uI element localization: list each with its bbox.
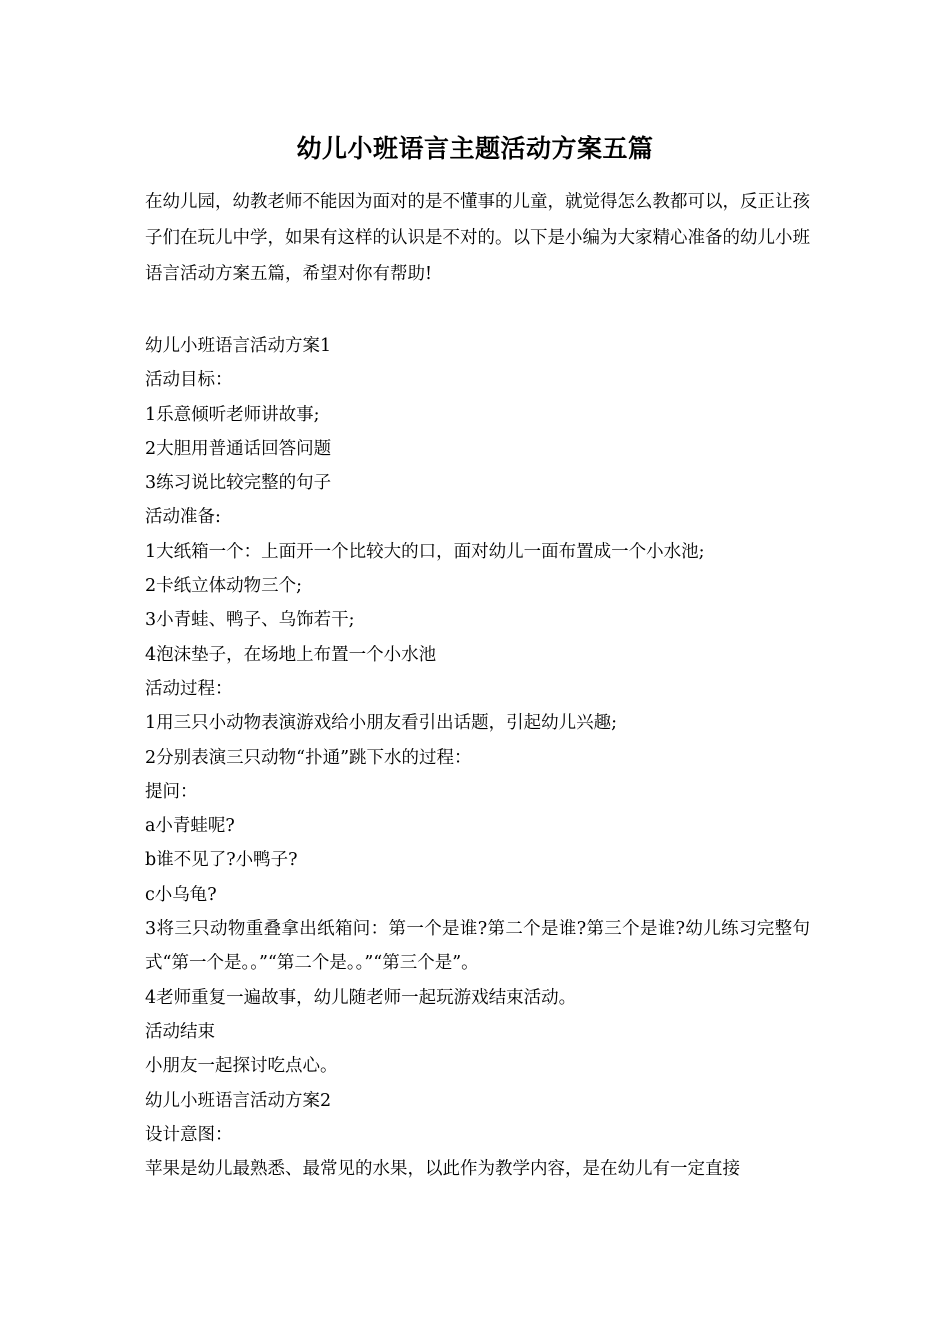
process-step: 1用三只小动物表演游戏给小朋友看引出话题，引起幼儿兴趣;: [145, 713, 618, 734]
design-intent-text: 苹果是幼儿最熟悉、最常见的水果，以此作为教学内容，是在幼儿有一定直接: [145, 1159, 740, 1180]
process-step-3: 3将三只动物重叠拿出纸箱问：第一个是谁?第二个是谁?第三个是谁?幼儿练习完整句式“第一个是。。”“第二个是。。”“第三个是”。: [145, 919, 810, 974]
question-item: c小乌龟?: [145, 884, 217, 905]
process-heading: 活动过程：: [145, 678, 233, 699]
process-step: 2分别表演三只动物“扑通”跳下水的过程：: [145, 747, 472, 768]
goals-heading: 活动目标：: [145, 370, 233, 391]
goal-item: 3练习说比较完整的句子: [145, 473, 332, 494]
question-item: b谁不见了?小鸭子?: [145, 850, 298, 871]
preparation-item: 3小青蛙、鸭子、乌饰若干;: [145, 610, 355, 631]
intro-paragraph: 在幼儿园，幼教老师不能因为面对的是不懂事的儿童，就觉得怎么教都可以，反正让孩子们在玩儿中学，如果有这样的认识是不对的。以下是小编为大家精心准备的幼儿小班语言活动方案五篇，希望对你有帮助!: [145, 192, 810, 284]
process-step: 4老师重复一遍故事，幼儿随老师一起玩游戏结束活动。: [145, 987, 577, 1008]
preparation-item: 4泡沫垫子，在场地上布置一个小水池: [145, 644, 437, 665]
question-heading: 提问：: [145, 781, 198, 802]
preparation-item: 2卡纸立体动物三个;: [145, 576, 303, 597]
goal-item: 1乐意倾听老师讲故事;: [145, 404, 320, 425]
question-item: a小青蛙呢?: [145, 816, 235, 837]
preparation-heading: 活动准备:: [145, 507, 221, 528]
section-heading-1: 幼儿小班语言活动方案1: [145, 336, 332, 356]
design-intent-heading: 设计意图：: [145, 1124, 233, 1145]
end-text: 小朋友一起探讨吃点心。: [145, 1056, 338, 1077]
goal-item: 2大胆用普通话回答问题: [145, 438, 332, 459]
section-heading-2: 幼儿小班语言活动方案2: [145, 1090, 332, 1111]
preparation-item: 1大纸箱一个：上面开一个比较大的口，面对幼儿一面布置成一个小水池;: [145, 541, 705, 562]
end-heading: 活动结束: [145, 1021, 215, 1042]
document-title: 幼儿小班语言主题活动方案五篇: [296, 134, 654, 163]
document-body: [145, 329, 810, 1186]
